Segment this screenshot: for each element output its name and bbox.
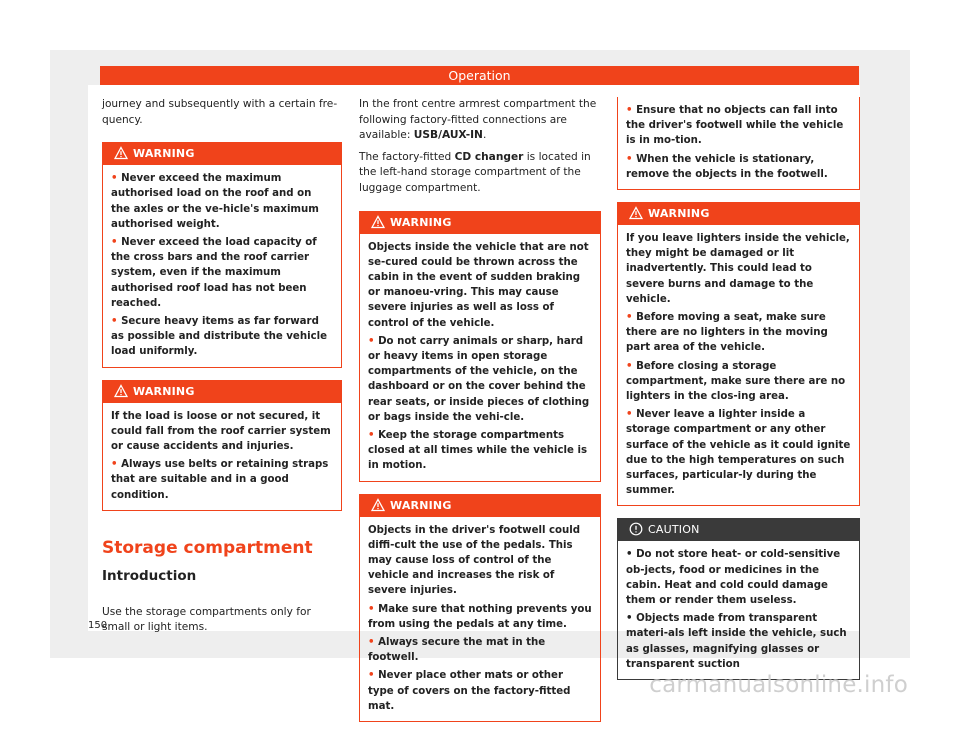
column-2 xyxy=(359,97,601,734)
list-item: • Never exceed the maximum authorised load on the roof and on the axles or the ve-hicle's maximum authorised weight. xyxy=(111,173,319,230)
list-item: • Never exceed the load capacity of the cross bars and the roof carrier system, even if the maximum authorised roof load has not been reached. xyxy=(111,237,317,309)
warning-box-continued xyxy=(617,97,860,190)
warning-box xyxy=(359,494,601,722)
warning-box xyxy=(102,142,342,367)
caution-header xyxy=(618,519,859,541)
list-item: • Before moving a seat, make sure there are no lighters in the moving part area of the vehicle. xyxy=(626,312,828,354)
list-item: • Make sure that nothing prevents you from using the pedals at any time. xyxy=(368,603,592,630)
warning-header xyxy=(618,203,859,225)
warning-triangle-icon xyxy=(114,384,128,398)
caution-label: CAUTION xyxy=(648,523,700,537)
warning-text: Objects in the driver's footwell could diffi-cult the use of the pedals. This may cause loss of control of the vehicle and increases the risk of severe injuries. xyxy=(368,524,581,597)
subsection-title: Introduction xyxy=(102,567,197,584)
warning-label: WARNING xyxy=(390,498,452,512)
warning-header xyxy=(360,495,600,517)
cd-changer-text: The factory-fitted CD changer is located in the left-hand storage compartment of the luggage compartment. xyxy=(359,150,591,194)
warning-text: If the load is loose or not secured, it could fall from the roof carrier system or cause accidents and injuries. xyxy=(111,410,331,453)
list-item: • Ensure that no objects can fall into the driver's footwell while the vehicle is in mo-tion. xyxy=(626,105,844,147)
caution-box xyxy=(617,518,860,680)
list-item: • Never place other mats or other type of covers on the factory-fitted mat. xyxy=(368,670,571,712)
list-item: • Always use belts or retaining straps that are suitable and in a good condition. xyxy=(111,459,329,501)
warning-label: WARNING xyxy=(133,147,195,161)
connections-text: In the front centre armrest compartment the following factory-fitted connections are available: USB/AUX-IN. xyxy=(359,98,597,142)
warning-header xyxy=(360,212,600,234)
list-item: • Never leave a lighter inside a storage compartment or any other surface of the vehicle as it could ignite due to the high temperatures on such surfaces, particular-ly during the summer. xyxy=(626,409,851,497)
list-item: • Secure heavy items as far forward as possible and distribute the vehicle load uniformly. xyxy=(111,316,328,358)
list-item: • Keep the storage compartments closed at all times while the vehicle is in motion. xyxy=(368,430,588,472)
warning-label: WARNING xyxy=(390,215,452,229)
column-1 xyxy=(102,97,342,642)
section-header: Operation xyxy=(100,66,859,85)
warning-header xyxy=(103,143,341,165)
warning-text: If you leave lighters inside the vehicle, they might be damaged or lit inadvertently. This could lead to severe burns and damage to the vehicle. xyxy=(626,233,850,305)
list-item: • Do not store heat- or cold-sensitive ob-jects, food or medicines in the cabin. Heat and cold could damage them or render them useless. xyxy=(626,549,841,607)
intro-text: journey and subsequently with a certain fre-quency. xyxy=(102,98,338,126)
list-item: • Objects made from transparent materi-als left inside the vehicle, such as glasses, magnifying glasses or transparent suction xyxy=(626,613,847,670)
page-number: 150 xyxy=(88,620,108,631)
list-item: • Always secure the mat in the footwell. xyxy=(368,637,546,664)
warning-box xyxy=(617,202,860,506)
list-item: • Before closing a storage compartment, make sure there are no lighters in the clos-ing area. xyxy=(626,360,846,403)
warning-triangle-icon xyxy=(629,206,643,220)
warning-triangle-icon xyxy=(371,215,385,229)
warning-box xyxy=(359,211,601,482)
column-3 xyxy=(617,97,860,692)
list-item: • Do not carry animals or sharp, hard or heavy items in open storage compartments of the vehicle, on the dashboard or on the cover behind the rear seats, or inside pieces of clothing or bags inside the vehi-cle. xyxy=(368,335,590,423)
watermark: carmanualsonline.info xyxy=(649,672,908,698)
info-circle-icon xyxy=(629,522,643,536)
warning-label: WARNING xyxy=(648,207,710,221)
warning-box xyxy=(102,380,342,511)
list-item: • When the vehicle is stationary, remove the objects in the footwell. xyxy=(626,153,828,180)
body-text: Use the storage compartments only for small or light items. xyxy=(102,605,311,634)
warning-label: WARNING xyxy=(133,384,195,398)
warning-triangle-icon xyxy=(114,146,128,160)
section-title: Storage compartment xyxy=(102,537,313,558)
warning-triangle-icon xyxy=(371,498,385,512)
warning-text: Objects inside the vehicle that are not se-cured could be thrown across the cabin in the event of sudden braking or manoeu-vring. This may cause severe injuries as well as loss of control of the vehicle. xyxy=(368,241,589,329)
warning-header xyxy=(103,381,341,403)
